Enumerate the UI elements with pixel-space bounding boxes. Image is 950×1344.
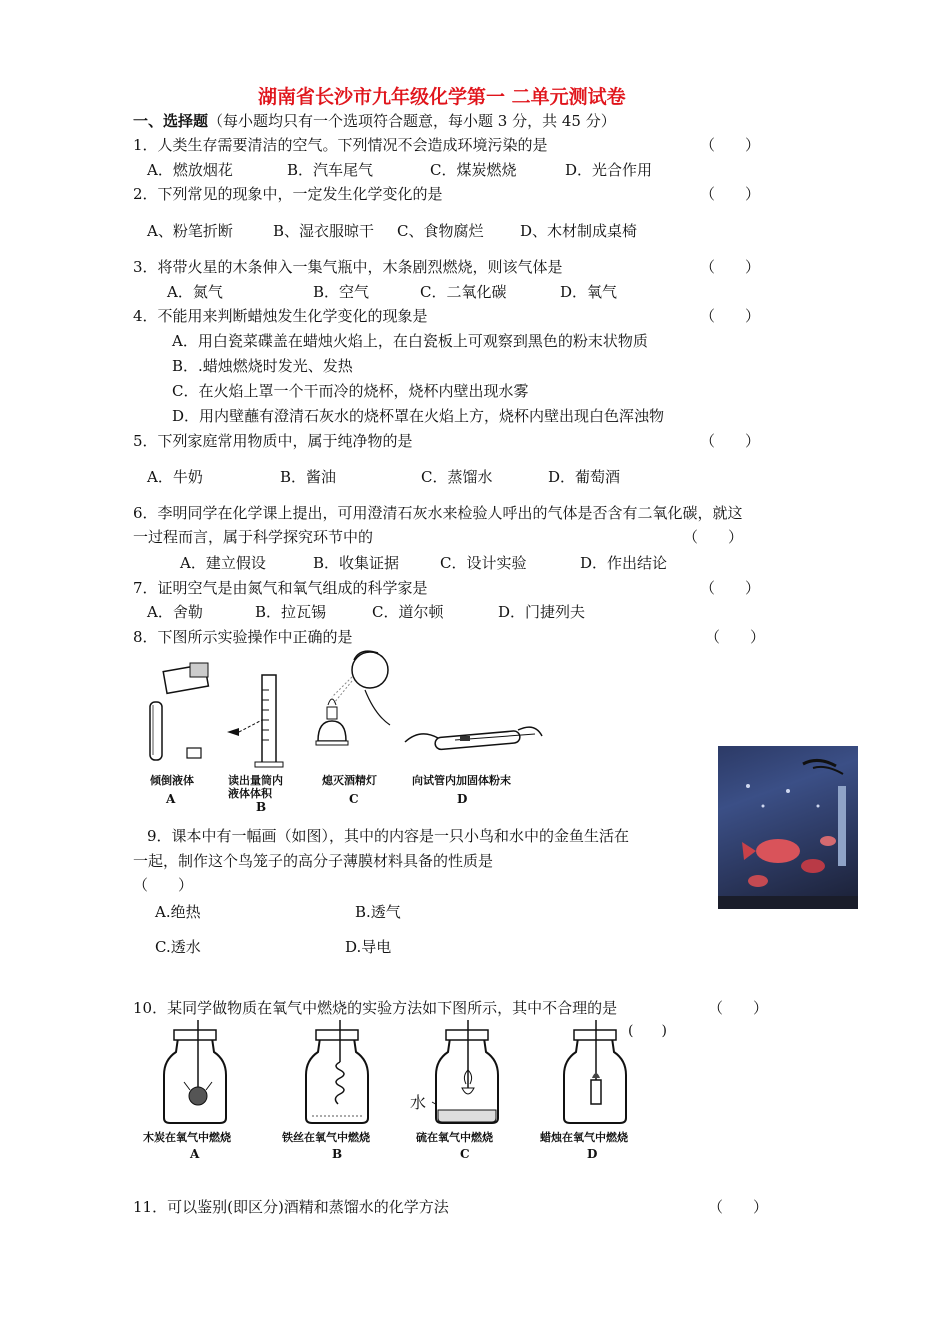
q4-option-b[interactable]: B．.蜡烛燃烧时发光、发热 (172, 357, 353, 375)
q5-option-b[interactable]: B．酱油 (280, 468, 337, 486)
q10-fig-d-letter: D (587, 1147, 598, 1161)
q10-fig-b-letter: B (332, 1147, 343, 1161)
q4-stem: 4．不能用来判断蜡烛发生化学变化的现象是 (133, 307, 428, 325)
q8-fig-b-caption-line2: 液体体积 (228, 787, 272, 800)
q5-option-c[interactable]: C．蒸馏水 (421, 468, 493, 486)
q9-answer-paren[interactable]: （ ） (133, 876, 194, 894)
q6-stem-line2: 一过程而言，属于科学探究环节中的 (133, 528, 374, 546)
q8-fig-b-caption-line1: 读出量筒内 (228, 774, 283, 787)
q8-fig-b-letter: B (256, 800, 267, 814)
q10-stray-paren: ( ) (628, 1023, 667, 1039)
q10-fig-c-letter: C (460, 1147, 470, 1161)
q2-option-a[interactable]: A、粉笔折断 (147, 222, 233, 240)
q4-answer-paren[interactable]: （ ） (700, 307, 761, 325)
q7-option-b[interactable]: B．拉瓦锡 (255, 603, 327, 621)
q6-option-a[interactable]: A．建立假设 (180, 554, 266, 572)
q1-option-b[interactable]: B．汽车尾气 (287, 161, 374, 179)
q1-stem: 1．人类生存需要清洁的空气。下列情况不会造成环境污染的是 (133, 136, 548, 154)
q4-option-c[interactable]: C．在火焰上罩一个干而冷的烧杯，烧杯内壁出现水雾 (172, 382, 529, 400)
q7-option-a[interactable]: A．舍勒 (147, 603, 203, 621)
q6-option-c[interactable]: C．设计实验 (440, 554, 527, 572)
q6-option-d[interactable]: D．作出结论 (580, 554, 668, 572)
q4-option-a[interactable]: A．用白瓷菜碟盖在蜡烛火焰上，在白瓷板上可观察到黑色的粉末状物质 (172, 332, 648, 350)
q8-fig-c-caption: 熄灭酒精灯 (322, 774, 377, 787)
q8-fig-a-caption: 倾倒液体 (150, 774, 194, 787)
q2-option-b[interactable]: B、湿衣服晾干 (273, 222, 375, 240)
q5-option-a[interactable]: A．牛奶 (147, 468, 203, 486)
q8-fig-d-caption: 向试管内加固体粉末 (412, 774, 511, 787)
q6-answer-paren[interactable]: （ ） (683, 528, 744, 546)
q8-fig-d-test-tube-illustration (400, 720, 545, 770)
q11-stem: 11．可以鉴别(即区分)酒精和蒸馏水的化学方法 (133, 1198, 449, 1216)
q9-option-a[interactable]: A.绝热 (155, 903, 201, 921)
q8-fig-a-letter: A (166, 792, 176, 806)
section-heading: 一、选择题 (133, 112, 209, 130)
q5-answer-paren[interactable]: （ ） (700, 432, 761, 450)
q10-answer-paren[interactable]: （ ） (708, 999, 769, 1017)
bird-and-goldfish-photo (718, 746, 858, 909)
q3-stem: 3．将带火星的木条伸入一集气瓶中，木条剧烈燃烧，则该气体是 (133, 258, 563, 276)
q9-option-c[interactable]: C.透水 (155, 938, 201, 956)
q10-fig-d-caption: 蜡烛在氧气中燃烧 (540, 1131, 628, 1144)
q3-option-a[interactable]: A．氮气 (167, 283, 223, 301)
q1-option-c[interactable]: C．煤炭燃烧 (430, 161, 517, 179)
q2-option-d[interactable]: D、木材制成桌椅 (520, 222, 638, 240)
page-title: 湖南省长沙市九年级化学第一 二单元测试卷 (258, 86, 626, 108)
q10-fig-c-caption: 硫在氧气中燃烧 (416, 1131, 493, 1144)
q1-option-d[interactable]: D．光合作用 (565, 161, 653, 179)
q8-fig-c-letter: C (349, 792, 359, 806)
q3-option-c[interactable]: C．二氧化碳 (420, 283, 507, 301)
q3-answer-paren[interactable]: （ ） (700, 258, 761, 276)
q8-stem: 8．下图所示实验操作中正确的是 (133, 628, 353, 646)
q5-stem: 5．下列家庭常用物质中，属于纯净物的是 (133, 432, 413, 450)
q9-stem-line1: 9．课本中有一幅画（如图），其中的内容是一只小鸟和水中的金鱼生活在 (147, 827, 630, 845)
q11-answer-paren[interactable]: （ ） (708, 1198, 769, 1216)
q10-stem: 10．某同学做物质在氧气中燃烧的实验方法如下图所示，其中不合理的是 (133, 999, 618, 1017)
q10-fig-b-caption: 铁丝在氧气中燃烧 (282, 1131, 370, 1144)
q5-option-d[interactable]: D．葡萄酒 (548, 468, 621, 486)
q8-answer-paren[interactable]: （ ） (705, 628, 766, 646)
q2-stem: 2．下列常见的现象中，一定发生化学变化的是 (133, 185, 443, 203)
section-note: （每小题均只有一个选项符合题意，每小题 3 分，共 45 分） (208, 112, 616, 130)
q7-answer-paren[interactable]: （ ） (700, 579, 761, 597)
q9-option-b[interactable]: B.透气 (355, 903, 401, 921)
q8-fig-b-cylinder-illustration (225, 670, 285, 770)
q6-stem-line1: 6．李明同学在化学课上提出，可用澄清石灰水来检验人呼出的气体是否含有二氧化碳，就这 (133, 504, 743, 522)
q8-fig-a-pouring-illustration (145, 660, 215, 770)
q9-option-d[interactable]: D.导电 (345, 938, 392, 956)
q2-answer-paren[interactable]: （ ） (700, 185, 761, 203)
q3-option-d[interactable]: D．氧气 (560, 283, 618, 301)
q10-fig-a-charcoal-bottle (160, 1020, 230, 1125)
q1-answer-paren[interactable]: （ ） (700, 136, 761, 154)
q3-option-b[interactable]: B．空气 (313, 283, 370, 301)
q10-fig-b-iron-wire-bottle (302, 1020, 372, 1125)
q10-fig-d-candle-bottle (560, 1020, 630, 1125)
q7-option-d[interactable]: D．门捷列夫 (498, 603, 586, 621)
q10-fig-a-letter: A (190, 1147, 200, 1161)
q10-fig-c-sulfur-bottle (432, 1020, 502, 1125)
q7-option-c[interactable]: C．道尔顿 (372, 603, 444, 621)
q6-option-b[interactable]: B．收集证据 (313, 554, 400, 572)
q2-option-c[interactable]: C、食物腐烂 (397, 222, 484, 240)
q1-option-a[interactable]: A．燃放烟花 (147, 161, 233, 179)
q7-stem: 7．证明空气是由氮气和氧气组成的科学家是 (133, 579, 428, 597)
section-header (133, 110, 616, 131)
q10-water-label: 水 (410, 1093, 427, 1112)
q8-fig-d-letter: D (457, 792, 468, 806)
q8-fig-c-alcohol-lamp-illustration (310, 645, 395, 770)
q4-option-d[interactable]: D．用内壁蘸有澄清石灰水的烧杯罩在火焰上方，烧杯内壁出现白色浑浊物 (172, 407, 665, 425)
q9-stem-line2: 一起，制作这个鸟笼子的高分子薄膜材料具备的性质是 (133, 852, 494, 870)
q10-fig-a-caption: 木炭在氧气中燃烧 (143, 1131, 231, 1144)
